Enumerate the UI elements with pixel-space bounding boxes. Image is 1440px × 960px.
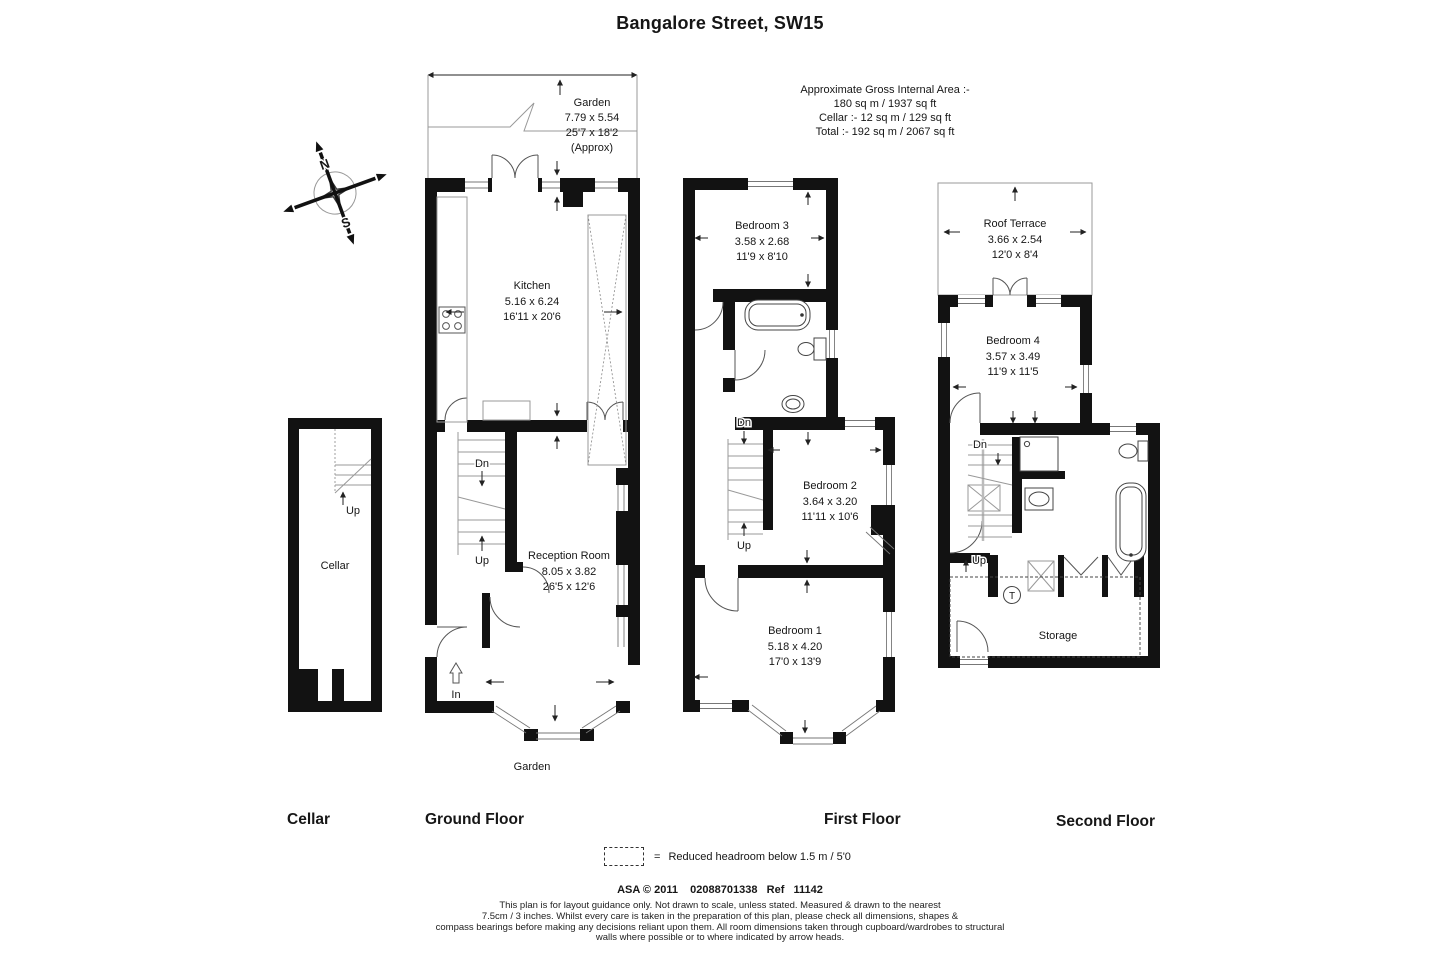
compass-north-label: N [317,155,332,173]
garden-dims-ft: 25'7 x 18'2 [565,127,619,139]
bedroom4-dims-ft: 11'9 x 11'5 [987,366,1039,378]
storage-label: Storage [1038,630,1078,642]
gf-bay-window [492,706,620,739]
garden-top-area [428,75,637,178]
disclaimer [0,901,1440,944]
sf-up-label: Up [971,555,987,567]
area-summary-line: Approximate Gross Internal Area :- [800,84,970,96]
reference-line: ASA © 2011 02088701338 Ref 11142 [617,884,823,896]
reception-dims-m: 8.05 x 3.82 [541,566,597,578]
tank-icon [1004,587,1021,604]
cellar-up-label: Up [345,505,361,517]
ground-floor-plan [420,65,645,810]
reduced-headroom-swatch [604,847,644,866]
in-label: In [451,689,461,701]
bedroom2-name: Bedroom 2 [803,480,857,492]
area-summary [740,83,1030,139]
shower-icon [1020,437,1058,471]
gf-dim-arrows [446,161,622,721]
reception-name: Reception Room [528,550,610,562]
bedroom3-dims-ft: 11'9 x 8'10 [736,251,788,263]
bedroom2-dims-ft: 11'11 x 10'6 [801,511,859,523]
second-floor-plan [930,175,1165,675]
sf-down-label: Dn [972,439,988,451]
bedroom1-dims-ft: 17'0 x 13'9 [768,656,822,668]
bedroom2-dims-m: 3.64 x 3.20 [802,496,858,508]
legend-text: Reduced headroom below 1.5 m / 5'0 [668,850,851,863]
garden-dims-m: 7.79 x 5.54 [564,112,620,124]
kitchen-counter [437,197,467,422]
disclaimer-line: compass bearings before making any decisions reliant upon them. All room dimensions taken through cupboard/wardrobes to structural [435,921,1005,933]
area-summary-line: 180 sq m / 1937 sq ft [833,98,937,110]
reception-dims-ft: 26'5 x 12'6 [542,581,596,593]
garden-approx: (Approx) [570,142,614,154]
disclaimer-line: 7.5cm / 3 inches. Whilst every care is taken in the preparation of this plan, please check all dimensions, shapes & [481,910,959,922]
toilet-icon [798,338,826,360]
hob-icon [439,307,465,333]
compass-icon [278,136,393,251]
garden-name: Garden [573,97,611,109]
roof-terrace-area [938,183,1092,295]
ff-up-label: Up [736,540,752,552]
legend-equals: = [654,850,661,863]
cellar-plan [285,415,385,715]
ground-floor-walls [425,178,640,741]
ground-floor-heading: Ground Floor [425,811,525,828]
kitchen-dims-ft: 16'11 x 20'6 [503,311,561,323]
cellar-room-label: Cellar [320,560,350,572]
skylight [588,215,626,465]
first-floor-heading: First Floor [824,811,901,828]
disclaimer-line: walls where possible or to where indicated by arrow heads. [595,932,845,944]
bedroom3-dims-m: 3.58 x 2.68 [734,236,790,248]
bedroom4-name: Bedroom 4 [986,335,1040,347]
svg-text:T: T [1008,591,1016,602]
disclaimer-line: This plan is for layout guidance only. Not drawn to scale, unless stated. Measured & drawn to the nearest [499,900,941,911]
skylight-box [1028,561,1054,591]
roof-terrace-dims-ft: 12'0 x 8'4 [991,249,1039,261]
entrance-arrow-icon [450,663,462,683]
sf-dim-arrows [953,387,1077,423]
basin-icon [1025,488,1053,510]
second-floor-walls [938,295,1160,668]
basin-icon [782,396,804,413]
bathtub-icon [1116,483,1146,561]
gf-down-label: Dn [474,458,490,470]
toilet-icon [1119,441,1148,461]
cellar-stairs [335,429,371,505]
bedroom1-name: Bedroom 1 [768,625,822,637]
first-floor-plan [680,172,900,754]
bedroom1-dims-m: 5.18 x 4.20 [767,641,823,653]
bathtub-icon [745,300,810,330]
compass-south-label: S [339,214,353,232]
area-summary-line: Cellar :- 12 sq m / 129 sq ft [818,112,952,124]
first-floor-stairs [728,439,763,540]
bedroom3-name: Bedroom 3 [735,220,789,232]
ff-down-label: Dn [736,417,752,429]
bedroom4-dims-m: 3.57 x 3.49 [985,351,1041,363]
legend [604,847,851,866]
garden-bottom-label: Garden [513,761,551,773]
gf-up-label: Up [474,555,490,567]
roof-terrace-name: Roof Terrace [983,218,1047,230]
area-summary-line: Total :- 192 sq m / 2067 sq ft [815,126,955,138]
cellar-heading: Cellar [287,811,331,828]
kitchen-name: Kitchen [513,280,551,292]
page-title: Bangalore Street, SW15 [616,13,824,33]
kitchen-dims-m: 5.16 x 6.24 [504,296,560,308]
roof-terrace-dims-m: 3.66 x 2.54 [987,234,1043,246]
cupboard [483,401,530,420]
second-floor-heading: Second Floor [1056,813,1156,830]
reduced-headroom-outline [950,577,1140,657]
